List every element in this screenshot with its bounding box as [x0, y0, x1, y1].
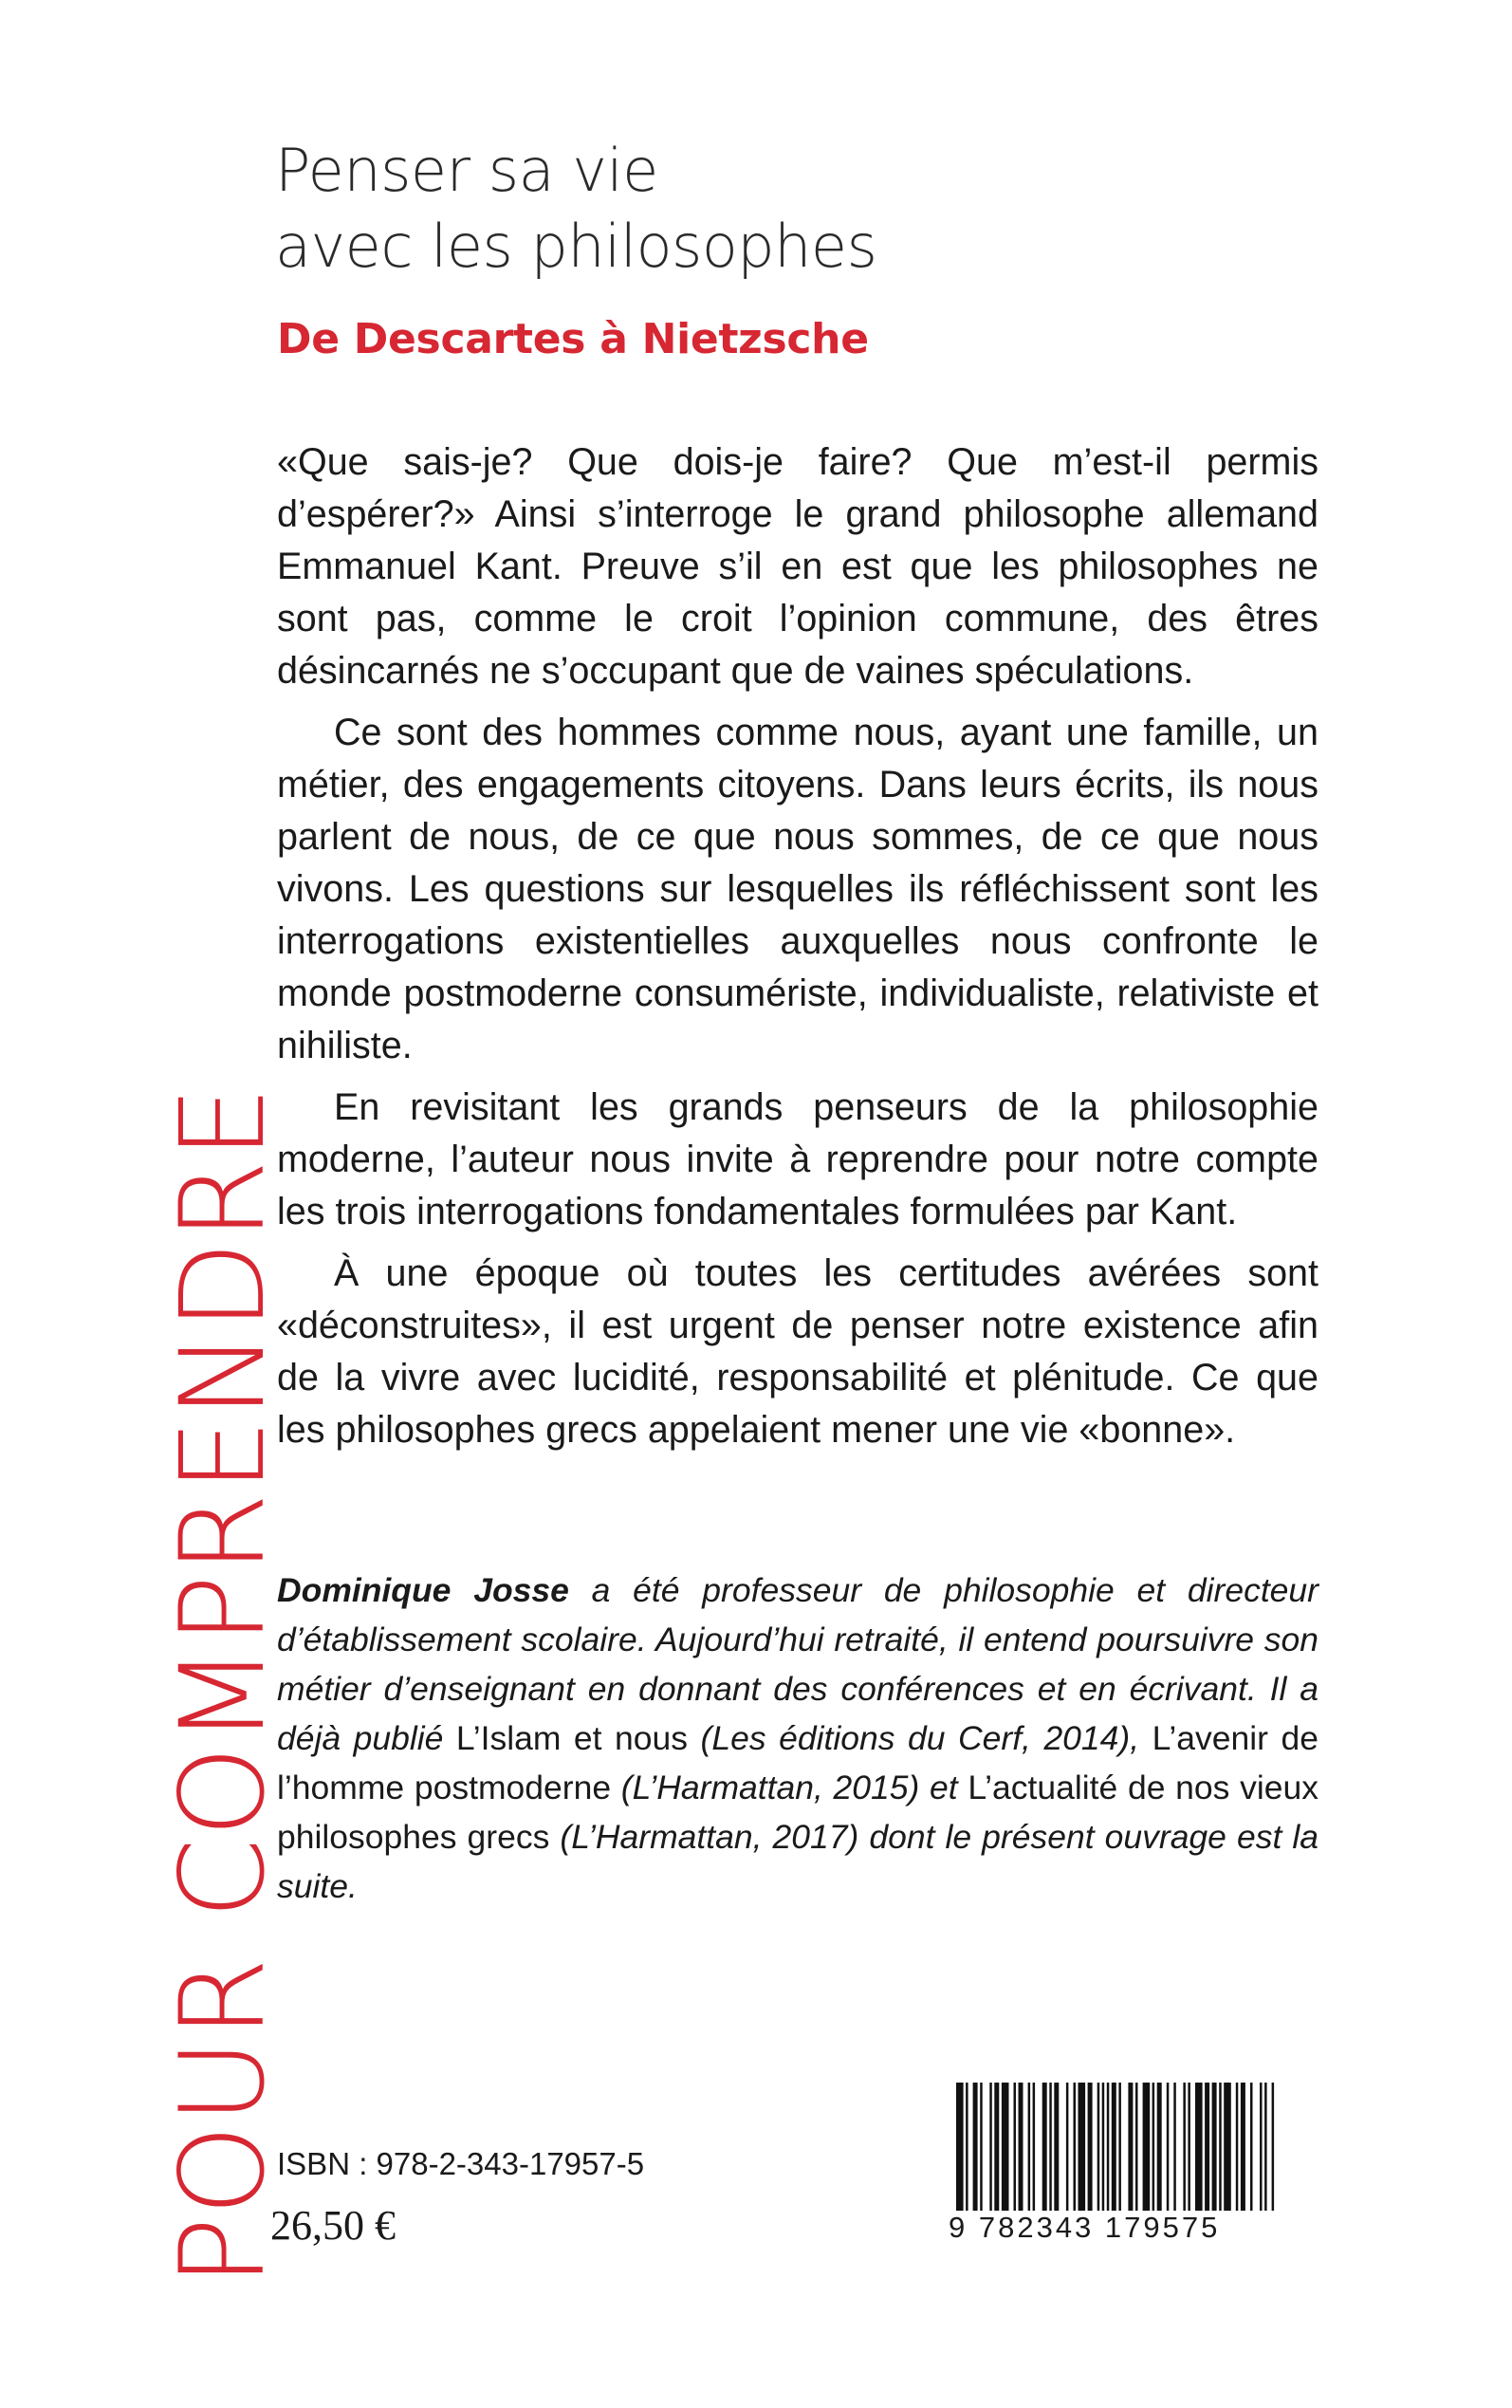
barcode-bar — [1128, 2083, 1133, 2211]
barcode-bar — [1088, 2083, 1093, 2211]
barcode-bar — [1102, 2083, 1105, 2211]
barcode-bar — [1002, 2083, 1009, 2211]
barcode-bars — [949, 2083, 1323, 2211]
title-line-1: Penser sa vie — [275, 136, 658, 205]
barcode-bar — [1033, 2083, 1036, 2211]
barcode-bar — [1112, 2083, 1116, 2211]
barcode-bar — [1224, 2083, 1231, 2211]
barcode-bar — [1143, 2083, 1151, 2211]
bio-text-1: a été professeur de philosophie et directeur d’établissement scolaire. Aujourd’hui retraité, il entend poursuivre son métier d’enseignant en donnant des conférences et en écrivant. Il a déjà publié — [277, 1571, 1318, 1757]
barcode-bar — [1049, 2083, 1052, 2211]
series-name-vertical: POUR COMPRENDRE — [156, 1084, 290, 2287]
barcode-bar — [1014, 2083, 1017, 2211]
barcode-bar — [973, 2083, 978, 2211]
author-bio — [277, 1565, 1318, 1911]
isbn-label: ISBN : 978-2-343-17957-5 — [277, 2146, 645, 2181]
barcode-bar — [1019, 2083, 1023, 2211]
blurb-paragraph-2: Ce sont des hommes comme nous, ayant une famille, un métier, des engagements citoyens. Dans leurs écrits, ils nous parlent de nous, de ce que nous sommes, de ce que nous vivons. Les questions sur lesquelles ils réfléchissent sont les interrogations existentielles auxquelles nous confronte le monde postmoderne consumériste, individualiste, relativiste et nihiliste. — [277, 712, 1318, 1066]
barcode-bar — [1054, 2083, 1059, 2211]
barcode-bar — [980, 2083, 983, 2211]
barcode-bar — [1195, 2083, 1203, 2211]
barcode-bar — [1097, 2083, 1100, 2211]
blurb-paragraph-3: En revisitant les grands penseurs de la philosophie moderne, l’auteur nous invite à reprendre pour notre compte les trois interrogations fondamentales formulées par Kant. — [277, 1086, 1318, 1232]
barcode-bar — [1079, 2083, 1086, 2211]
barcode-bar — [1074, 2083, 1077, 2211]
bio-book-1: L’Islam et nous — [455, 1719, 689, 1757]
bio-book-3: L’actualité de nos vieux philosophes grecs — [277, 1769, 1318, 1856]
title-line-2: avec les philosophes — [275, 212, 877, 281]
barcode-bar — [1118, 2083, 1121, 2211]
barcode-bar — [1260, 2083, 1263, 2211]
barcode-bar — [1107, 2083, 1110, 2211]
bio-text-3: (L’Harmattan, 2015) et — [611, 1769, 968, 1806]
barcode-bar — [1135, 2083, 1138, 2211]
barcode-bar — [1236, 2083, 1239, 2211]
book-title — [275, 133, 1318, 285]
barcode-digits: 9 782343 179575 — [949, 2211, 1221, 2244]
author-name: Dominique Josse — [277, 1571, 569, 1609]
price-label: 26,50 € — [270, 2202, 396, 2249]
barcode-bar — [1042, 2083, 1047, 2211]
blurb-paragraph-4: À une époque où toutes les certitudes avérées sont «déconstruites», il est urgent de penser notre existence afin de la vivre avec lucidité, responsabilité et plénitude. Ce que les philosophes grecs appelaient mener une vie «bonne». — [277, 1252, 1318, 1451]
barcode-bar — [1167, 2083, 1170, 2211]
blurb-paragraph-1: «Que sais-je? Que dois-je faire? Que m’est-il permis d’espérer?» Ainsi s’interroge le grand philosophe allemand Emmanuel Kant. Preuve s’il en est que les philosophes ne sont pas, comme le croit l’opinion commune, des êtres désincarnés ne s’occupant que de vaines spéculations. — [277, 441, 1318, 692]
barcode-bar — [1264, 2083, 1267, 2211]
barcode-bar — [1250, 2083, 1253, 2211]
barcode-bar — [994, 2083, 999, 2211]
barcode-bar — [1183, 2083, 1186, 2211]
barcode-bar — [1173, 2083, 1176, 2211]
barcode-bar — [956, 2083, 964, 2211]
barcode-bar — [966, 2083, 968, 2211]
bio-book-2: L’avenir de l’homme postmoderne — [277, 1719, 1318, 1806]
barcode-bar — [1241, 2083, 1245, 2211]
barcode-bar — [1152, 2083, 1155, 2211]
blurb — [277, 436, 1318, 1466]
barcode-bar — [1272, 2083, 1275, 2211]
barcode-bar — [1188, 2083, 1190, 2211]
bio-text-2: (Les éditions du Cerf, 2014), — [688, 1719, 1152, 1757]
barcode-bar — [989, 2083, 992, 2211]
barcode-bar — [1157, 2083, 1162, 2211]
barcode-bar — [1212, 2083, 1217, 2211]
barcode-bar — [1028, 2083, 1031, 2211]
barcode-bar — [1219, 2083, 1222, 2211]
book-subtitle: De Descartes à Nietzsche — [277, 315, 869, 363]
bio-text-4: (L’Harmattan, 2017) dont le présent ouvrage est la suite. — [277, 1818, 1318, 1905]
barcode-bar — [1205, 2083, 1209, 2211]
barcode-bar — [1066, 2083, 1069, 2211]
